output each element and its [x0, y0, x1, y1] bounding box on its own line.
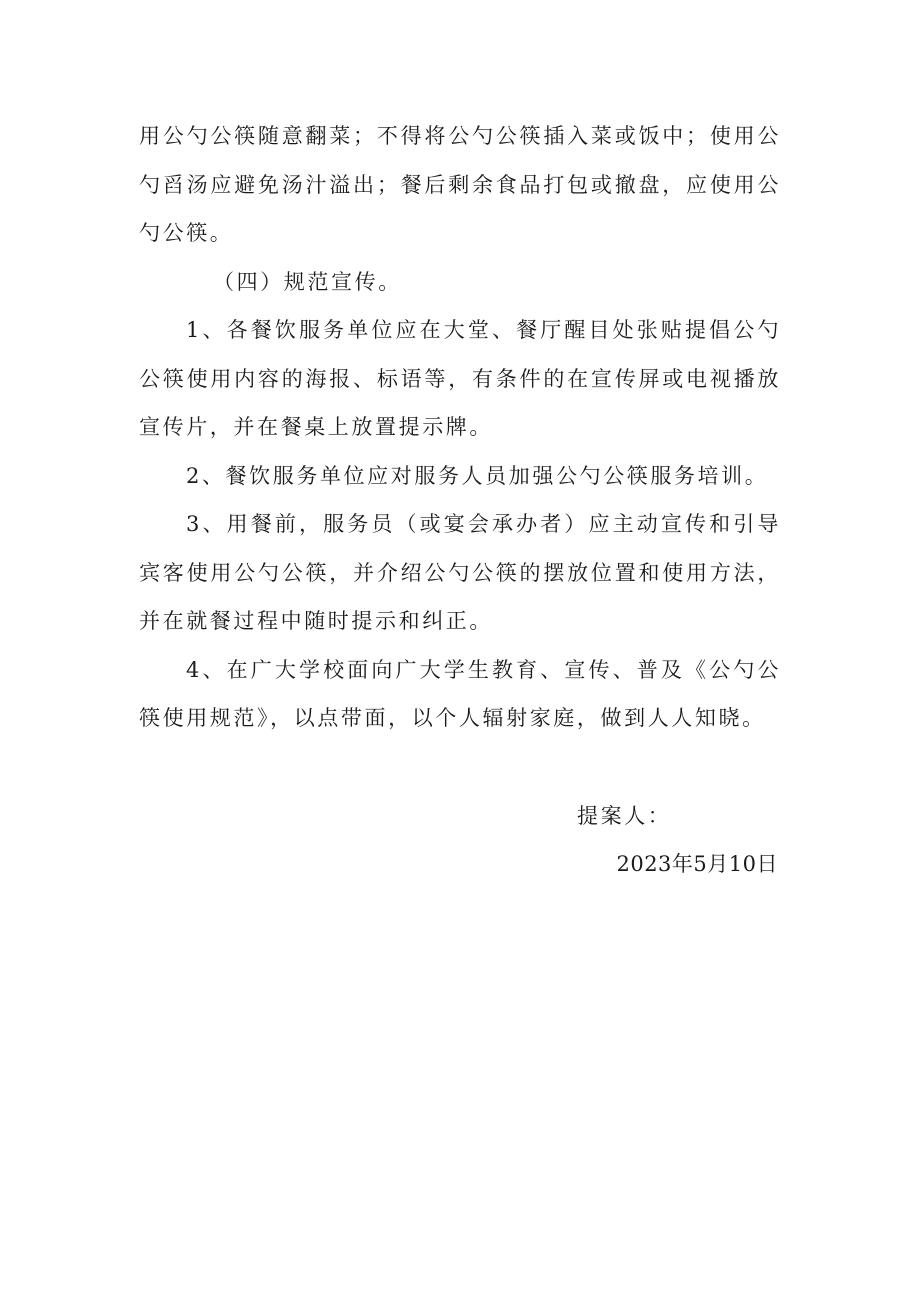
proposer-label: 提案人：	[577, 804, 672, 828]
paragraph-item-2: 2、餐饮服务单位应对服务人员加强公勺公筷服务培训。	[186, 463, 769, 488]
paragraph-continuation: 用公勺公筷随意翻菜；不得将公勺公筷插入菜或饭中；使用公勺舀汤应避免汤汁溢出；餐后剩余食品打包或撤盘，应使用公勺公筷。	[139, 124, 781, 245]
paragraph-item-4: 4、在广大学校面向广大学生教育、宣传、普及《公勺公筷使用规范》，以点带面，以个人辐射家庭，做到人人知晓。	[139, 657, 781, 730]
document-body	[139, 112, 781, 743]
section-heading-publicity: （四）规范宣传。	[213, 269, 402, 294]
signature-date: 2023年5月10日	[616, 852, 778, 876]
paragraph-item-1: 1、各餐饮服务单位应在大堂、餐厅醒目处张贴提倡公勺公筷使用内容的海报、标语等，有条件的在宣传屏或电视播放宣传片，并在餐桌上放置提示牌。	[139, 318, 781, 439]
paragraph-item-3: 3、用餐前，服务员（或宴会承办者）应主动宣传和引导宾客使用公勺公筷，并介绍公勺公筷的摆放位置和使用方法，并在就餐过程中随时提示和纠正。	[139, 512, 781, 633]
